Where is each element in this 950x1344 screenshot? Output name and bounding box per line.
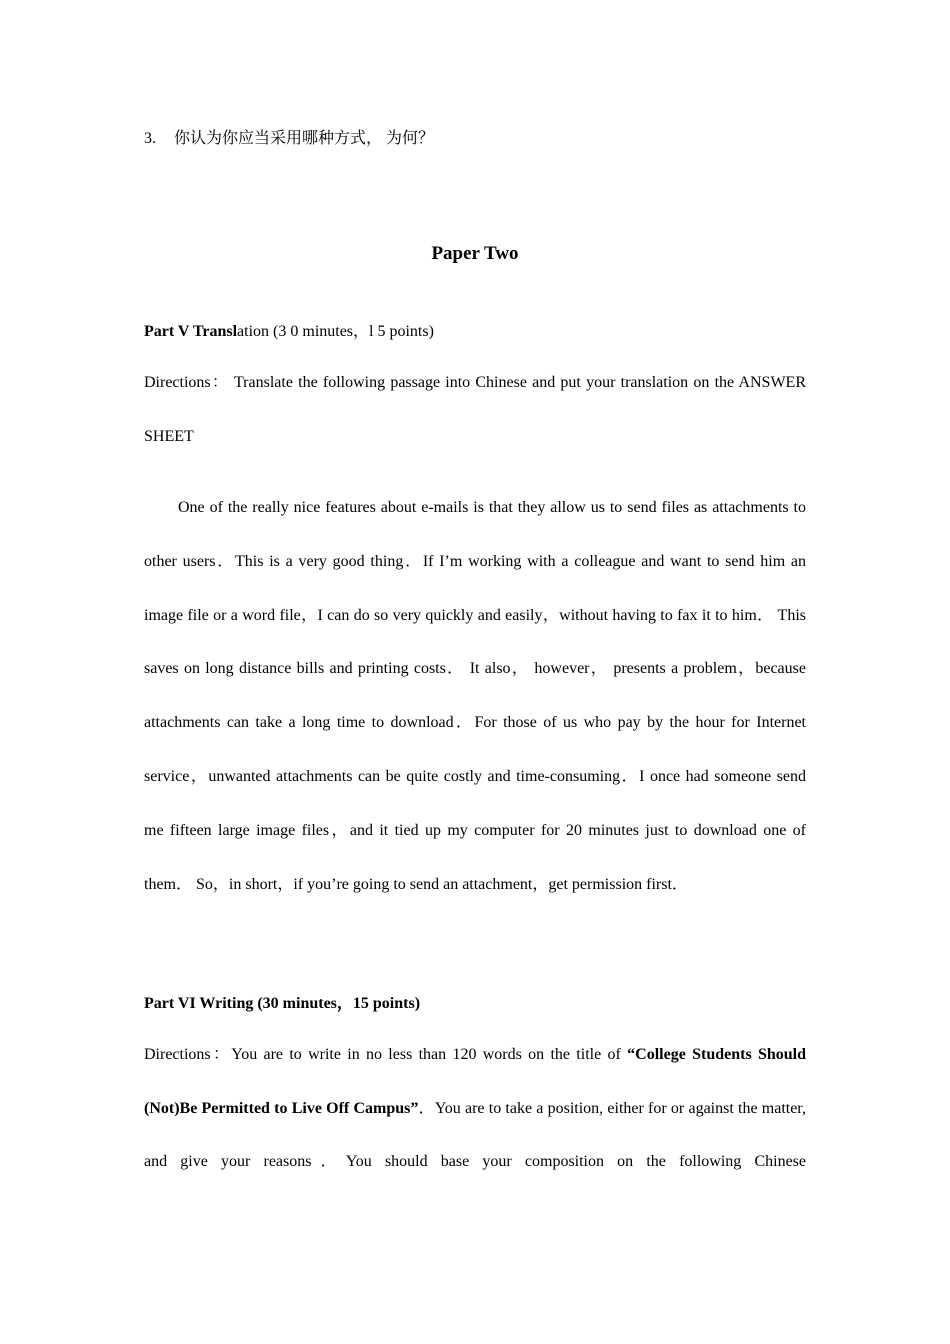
- part-vi-heading: Part VI Writing (30 minutes，15 points): [144, 995, 421, 1012]
- part-v-heading: [144, 318, 806, 341]
- question-number: 3.: [144, 130, 156, 147]
- part-vi-directions-intro: Directions：You are to write in no less than 120 words on the title of: [144, 1046, 621, 1063]
- question-text: 你认为你应当采用哪种方式， 为何？: [174, 130, 435, 147]
- essay-title: “College Students Should (Not)Be Permitted to Live Off Campus”: [144, 1046, 807, 1117]
- part-v-directions: Directions： Translate the following passage into Chinese and put your translation on the ANSWER SHEET: [144, 374, 806, 445]
- question-3: [144, 125, 806, 148]
- part-vi-directions: [144, 1028, 806, 1189]
- part-v-heading-rest: ation (3 0 minutes，l 5 points): [237, 323, 434, 340]
- part-vi-directions-rest: ．You are to take a position, either for or against the matter, and give your reasons．You should base your composition on the following Chinese: [144, 1099, 806, 1171]
- translation-passage: One of the really nice features about e-mails is that they allow us to send files as attachments to other users．This is a very good thing．If I’m working with a colleague and want to send him an image file or a word file，I can do so very quickly and easily，without having to fax it to him． This saves on long distance bills and printing costs． It also， however， presents a problem，because attachments can take a long time to download．For those of us who pay by the hour for Internet service，unwanted attachments can be quite costly and time-consuming．I once had someone send me fifteen large image files，and it tied up my computer for 20 minutes just to download one of them． So，in short，if you’re going to send an attachment，get permission first．: [144, 499, 806, 893]
- part-v-heading-bold: Part V Transl: [144, 323, 238, 340]
- paper-title: Paper Two: [431, 243, 519, 264]
